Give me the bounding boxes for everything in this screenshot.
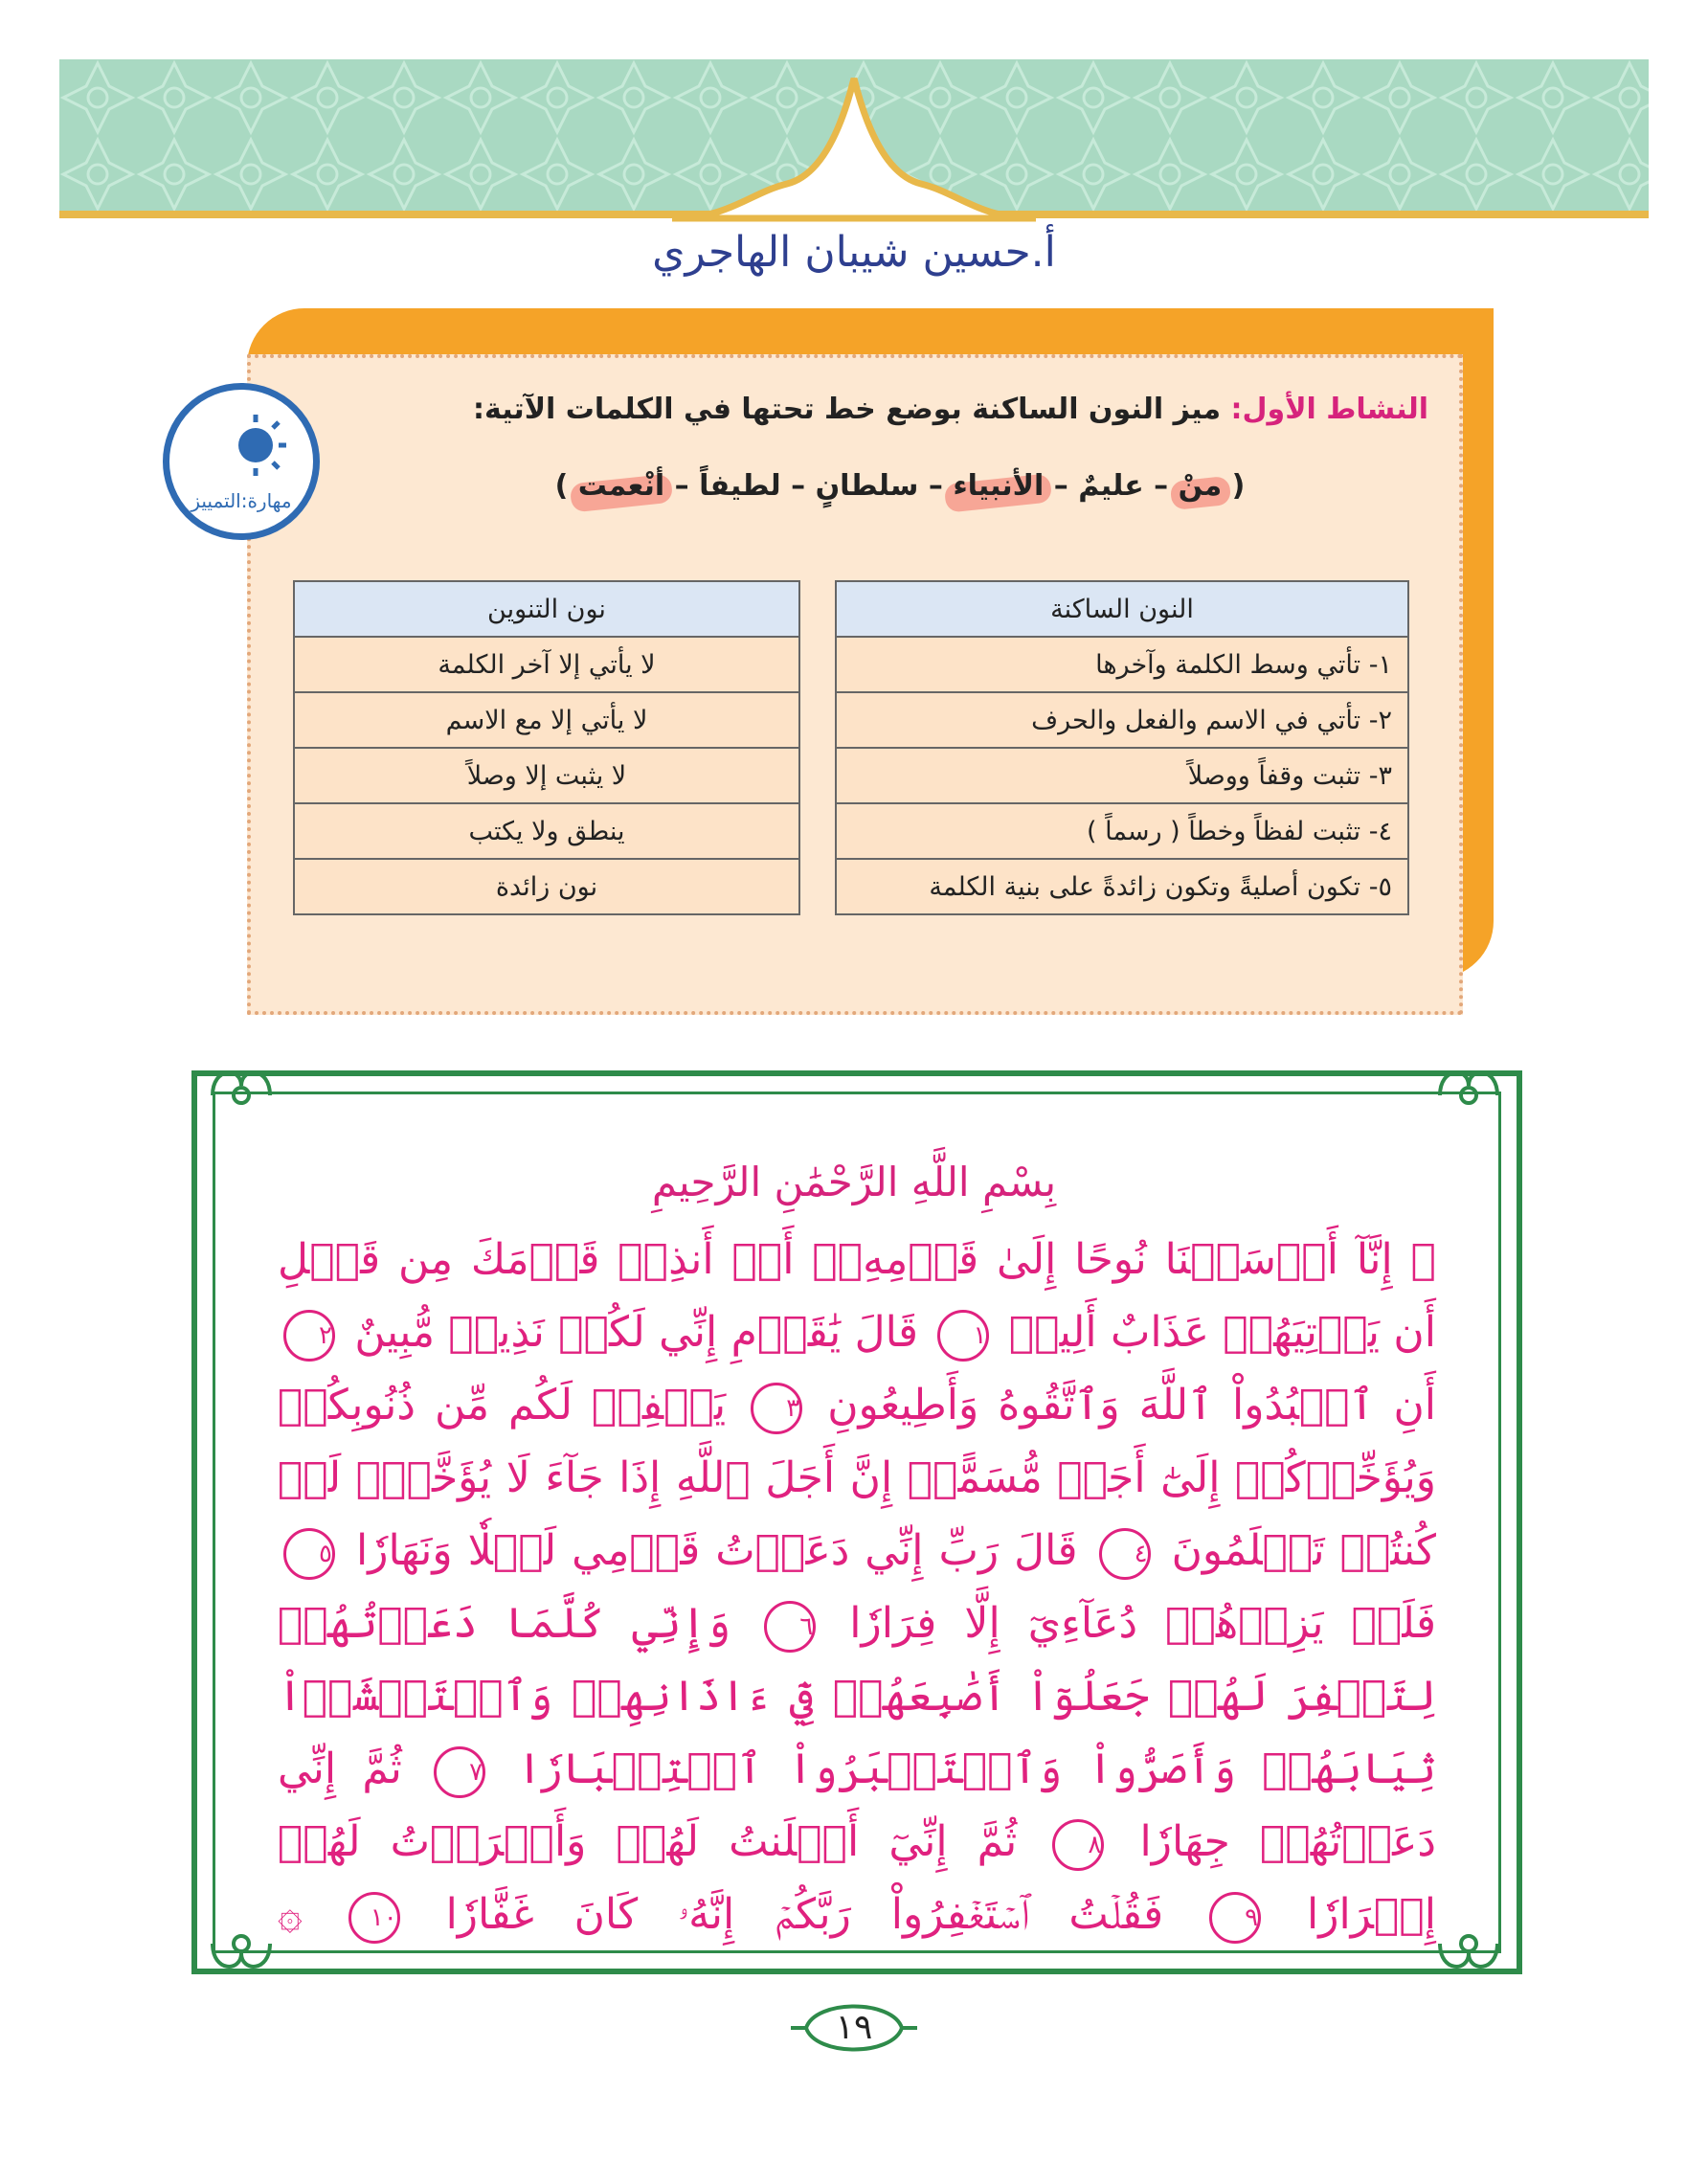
skill-label: مهارة:التمييز: [191, 489, 292, 512]
corner-ornament-icon: [1430, 1057, 1507, 1134]
separator: –: [1053, 469, 1068, 503]
verse-text: إِنَّآ أَرۡسَلۡنَا نُوحًا إِلَىٰ قَوۡمِهِۦٓ أَنۡ أَنذِرۡ قَوۡمَكَ مِن قَبۡلِ أَن يَأۡتِيَهُمۡ عَذَابٌ أَلِيمٞ: [278, 1235, 1436, 1357]
table-cell: ينطق ولا يكتب: [294, 803, 799, 859]
table-header: النون الساكنة: [836, 581, 1408, 637]
verse-text: وَإِنِّي كُلَّمَا دَعَوۡتُهُمۡ لِتَغۡفِرَ لَهُمۡ جَعَلُوٓاْ أَصَٰبِعَهُمۡ فِيٓ ءَاذَانِهِمۡ وَٱسۡتَغۡشَوۡاْ ثِيَابَهُمۡ وَأَصَرُّواْ وَٱسۡتَكۡبَرُواْ ٱسۡتِكۡبَارٗا: [278, 1599, 1436, 1793]
table-cell: ٥- تكون أصليةً وتكون زائدةً على بنية الكلمة: [836, 859, 1408, 914]
verse-number: ٧: [434, 1746, 485, 1798]
table-cell: لا يأتي إلا مع الاسم: [294, 692, 799, 748]
table-cell: لا يأتي إلا آخر الكلمة: [294, 637, 799, 692]
verse-number: ١٠: [348, 1892, 400, 1944]
table-cell: ١- تأتي وسط الكلمة وآخرها: [836, 637, 1408, 692]
word-min: منْ: [1178, 469, 1223, 503]
verse-number: ٦: [764, 1601, 816, 1653]
word-aleem: عليمٌ: [1078, 469, 1144, 503]
header-banner: [59, 59, 1649, 228]
instruction-text: ميز النون الساكنة بوضع خط تحتها في الكلمات الآتية:: [473, 393, 1222, 426]
verse-number: ٢: [283, 1310, 335, 1362]
table-cell: ٤- تثبت لفظاً وخطاً ( رسماً ): [836, 803, 1408, 859]
verse-text: أَنِ ٱعۡبُدُواْ ٱللَّهَ وَٱتَّقُوهُ وَأَطِيعُونِ: [827, 1381, 1436, 1429]
separator: –: [791, 469, 806, 503]
verse-number: ١: [937, 1310, 989, 1362]
activity-label: النشاط الأول:: [1230, 393, 1428, 426]
corner-ornament-icon: [1430, 1905, 1507, 1982]
table-cell: ٣- تثبت وقفاً ووصلاً: [836, 748, 1408, 803]
activity-instruction: [414, 393, 1428, 426]
skill-badge: [163, 383, 320, 540]
verse-text: قَالَ يَٰقَوۡمِ إِنِّي لَكُمۡ نَذِيرٞ مُّبِينٌ: [354, 1308, 919, 1357]
corner-ornament-icon: [203, 1905, 280, 1982]
table-cell: ٢- تأتي في الاسم والفعل والحرف: [836, 692, 1408, 748]
verse-text: قَالَ رَبِّ إِنِّي دَعَوۡتُ قَوۡمِي لَيۡلٗا وَنَهَارٗا: [356, 1526, 1078, 1575]
table-header: نون التنوين: [294, 581, 799, 637]
verse-text: ثُمَّ إِنِّيٓ أَعۡلَنتُ لَهُمۡ وَأَسۡرَرۡتُ لَهُمۡ إِسۡرَارٗا: [278, 1817, 1436, 1939]
word-sultan: سلطانٍ: [815, 469, 919, 503]
basmala: بِسْمِ اللَّهِ الرَّحْمَٰنِ الرَّحِيمِ: [651, 1159, 1057, 1205]
words-list: [536, 469, 1264, 503]
verse-number: ٣: [751, 1383, 802, 1434]
corner-ornament-icon: [203, 1057, 280, 1134]
verse-number: ٥: [283, 1528, 335, 1580]
verse-text: فَقُلۡتُ ٱسۡتَغۡفِرُواْ رَبَّكُمۡ إِنَّهُۥ كَانَ غَفَّارٗا: [445, 1890, 1164, 1939]
verse-text: ثُمَّ إِنِّي دَعَوۡتُهُمۡ جِهَارٗا: [278, 1745, 1436, 1866]
verse-number: ٨: [1052, 1819, 1104, 1871]
page-number-text: ١٩: [835, 2008, 873, 2047]
quran-verses: [278, 1224, 1436, 1951]
separator: –: [674, 469, 689, 503]
separator: –: [1154, 469, 1169, 503]
tanween-table: [293, 580, 800, 915]
verse-number: ٩: [1209, 1892, 1261, 1944]
word-anamt: أنْعمت: [577, 469, 665, 503]
page-number: [806, 1999, 902, 2057]
word-anbiya: الأنبياء: [953, 469, 1045, 503]
table-cell: لا يثبت إلا وصلاً: [294, 748, 799, 803]
separator: –: [928, 469, 943, 503]
verse-text: يَغۡفِرۡ لَكُم مِّن ذُنُوبِكُمۡ وَيُؤَخِّرۡكُمۡ إِلَىٰٓ أَجَلٖ مُّسَمًّىۚ إِنَّ أَجَلَ ٱللَّهِ إِذَا جَآءَ لَا يُؤَخَّرُۚ لَوۡ كُنتُمۡ تَعۡلَمُونَ: [278, 1381, 1436, 1575]
sakina-table: [835, 580, 1409, 915]
verse-number: ٤: [1099, 1528, 1151, 1580]
word-lateef: لطيفاً: [699, 469, 781, 503]
verse-text: فَلَمۡ يَزِدۡهُمۡ دُعَآءِيٓ إِلَّا فِرَارٗا: [849, 1599, 1436, 1648]
author-name: أ.حسين شيبان الهاجري: [652, 228, 1056, 277]
sura-end-ornament-icon: ۞: [278, 1890, 303, 1939]
table-cell: نون زائدة: [294, 859, 799, 914]
sun-moon-icon: [196, 407, 288, 484]
sura-start-ornament-icon: ۞: [1410, 1235, 1436, 1284]
paren-open: (: [1231, 469, 1246, 503]
paren-close: ): [554, 469, 569, 503]
